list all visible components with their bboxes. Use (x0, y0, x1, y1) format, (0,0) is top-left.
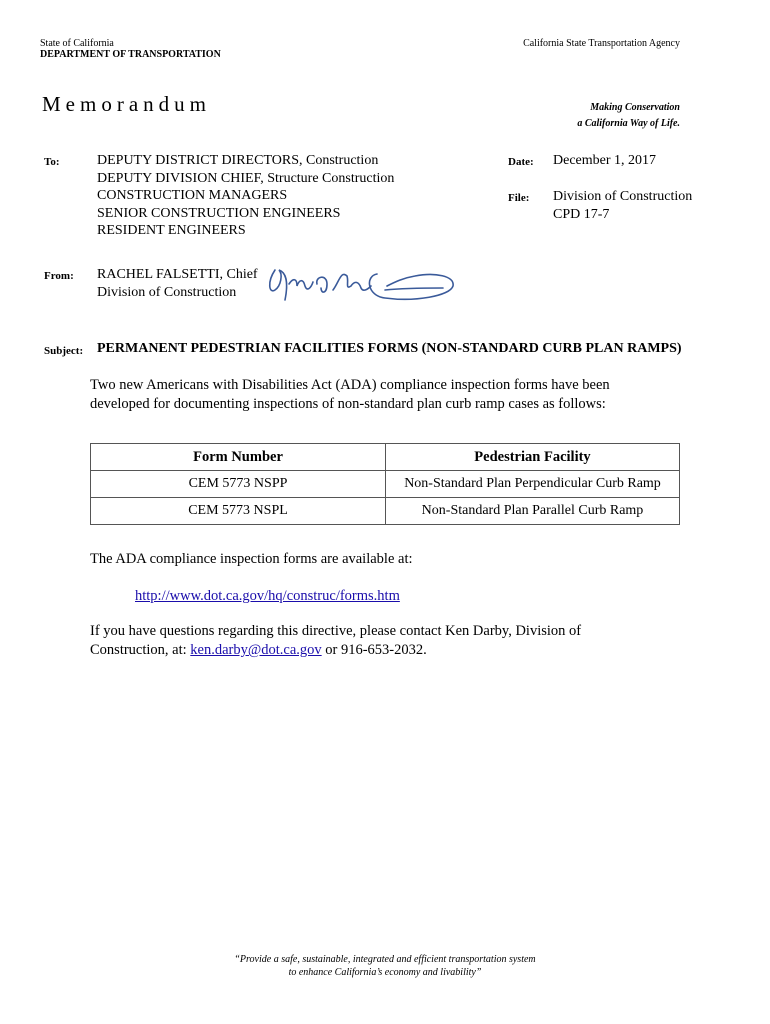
footer-line: to enhance California’s economy and livability” (288, 967, 482, 978)
table-row (91, 498, 680, 525)
forms-link[interactable]: http://www.dot.ca.gov/hq/construc/forms.htm (135, 588, 400, 604)
facility-cell: Non-Standard Plan Parallel Curb Ramp (386, 498, 680, 525)
file-value (553, 188, 692, 223)
from-line: Division of Construction (97, 284, 237, 300)
intro-paragraph: Two new Americans with Disabilities Act (ADA) compliance inspection forms have been developed for documenting inspections of non-standard plan curb ramp cases as follows: (90, 377, 610, 412)
contact-paragraph (90, 622, 650, 660)
recipient-list (97, 152, 394, 240)
contact-text-after: or 916-653-2032. (321, 642, 427, 658)
file-line: Division of Construction (553, 189, 693, 204)
forms-link-wrapper (135, 587, 400, 606)
motto-line-2: a California Way of Life. (577, 118, 680, 129)
department-label: DEPARTMENT OF TRANSPORTATION (40, 49, 221, 60)
subject-value: PERMANENT PEDESTRIAN FACILITIES FORMS (NON-STANDARD CURB PLAN RAMPS) (97, 341, 682, 356)
column-header-pedestrian-facility: Pedestrian Facility (386, 444, 680, 471)
table-header-row (91, 444, 680, 471)
table-row (91, 471, 680, 498)
state-label: State of California (40, 38, 114, 49)
recipient-item: DEPUTY DISTRICT DIRECTORS, Construction (97, 153, 379, 168)
signature (255, 260, 465, 310)
footer-quote (0, 953, 770, 979)
from-value (97, 266, 258, 301)
file-label: File: (508, 192, 530, 204)
file-line: CPD 17-7 (553, 206, 610, 222)
from-label: From: (44, 270, 74, 282)
motto-line-1: Making Conservation (590, 102, 680, 113)
availability-text: The ADA compliance inspection forms are available at: (90, 551, 413, 567)
from-line: RACHEL FALSETTI, Chief (97, 267, 258, 282)
column-header-form-number: Form Number (91, 444, 386, 471)
agency-label: California State Transportation Agency (523, 38, 680, 49)
subject-label: Subject: (44, 345, 84, 357)
contact-text-before: If you have questions regarding this directive, please contact Ken Darby, Division of Construction, at: (90, 623, 582, 658)
motto (577, 100, 680, 132)
date-value: December 1, 2017 (553, 153, 657, 168)
recipient-item: CONSTRUCTION MANAGERS (97, 188, 288, 203)
form-number-cell: CEM 5773 NSPL (91, 498, 386, 525)
recipient-item: SENIOR CONSTRUCTION ENGINEERS (97, 205, 341, 221)
memo-title: Memorandum (42, 92, 211, 116)
facility-cell: Non-Standard Plan Perpendicular Curb Ramp (386, 471, 680, 498)
email-link[interactable]: ken.darby@dot.ca.gov (190, 642, 322, 658)
recipient-item: RESIDENT ENGINEERS (97, 223, 246, 238)
date-label: Date: (508, 156, 534, 168)
footer-line: “Provide a safe, sustainable, integrated and efficient transportation system (234, 954, 536, 965)
forms-table (90, 443, 680, 525)
to-label: To: (44, 156, 60, 168)
recipient-item: DEPUTY DIVISION CHIEF, Structure Construction (97, 170, 395, 186)
form-number-cell: CEM 5773 NSPP (91, 471, 386, 498)
